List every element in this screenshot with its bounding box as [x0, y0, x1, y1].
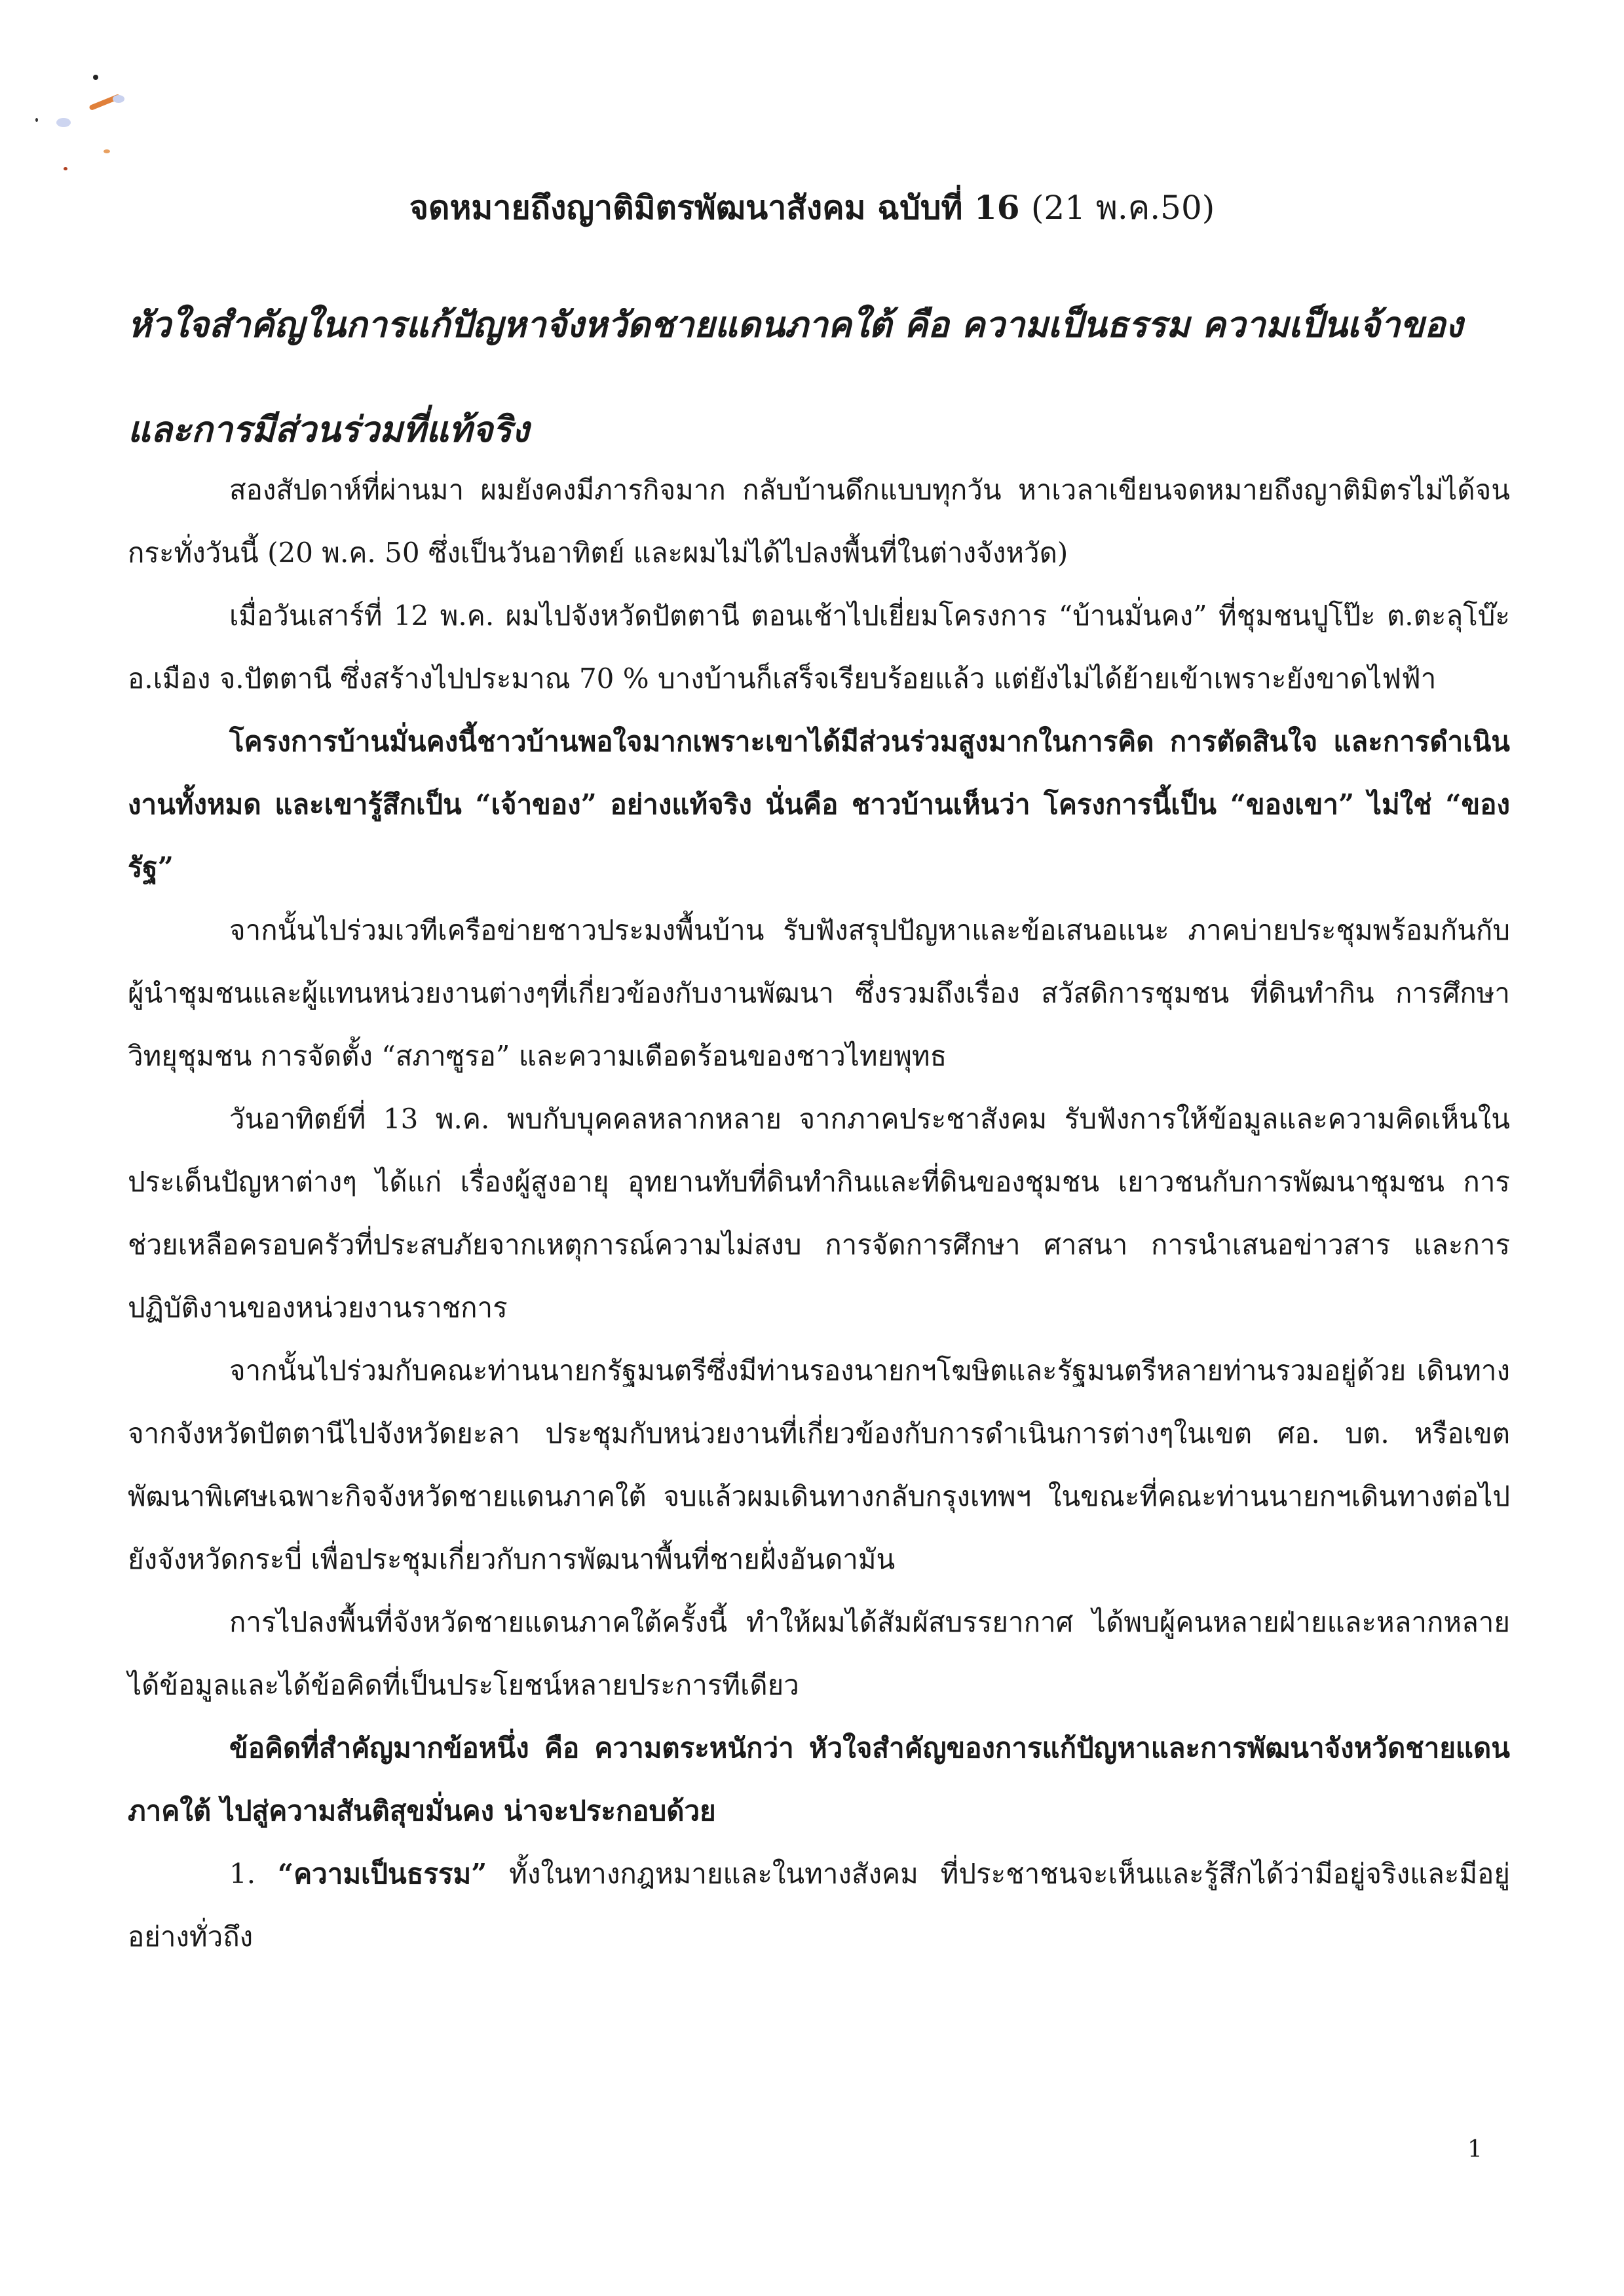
paragraph-intro: สองสัปดาห์ที่ผ่านมา ผมยังคงมีภารกิจมาก กลับบ้านดึกแบบทุกวัน หาเวลาเขียนจดหมายถึงญาติมิตรไม่ได้จนกระทั่งวันนี้ (20 พ.ค. 50 ซึ่งเป็นวันอาทิตย์ และผมไม่ได้ไปลงพื้นที่ในต่างจังหวัด)	[128, 474, 1510, 569]
letter-subtitle: หัวใจสำคัญในการแก้ปัญหาจังหวัดชายแดนภาคใต้ คือ ความเป็นธรรม ความเป็นเจ้าของ และการมีส่วนร่วมที่แท้จริง	[128, 303, 1463, 450]
list-item-emphasis: “ความเป็นธรรม”	[277, 1858, 487, 1890]
list-item-justice	[128, 1843, 1510, 1968]
paragraph-field-visit-summary: การไปลงพื้นที่จังหวัดชายแดนภาคใต้ครั้งนี้ ทำให้ผมได้สัมผัสบรรยากาศ ได้พบผู้คนหลายฝ่ายและหลากหลาย ได้ข้อมูลและได้ข้อคิดที่เป็นประโยชน์หลายประการทีเดียว	[128, 1606, 1510, 1701]
list-item-number: 1.	[229, 1858, 256, 1890]
letter-title-date: (21 พ.ค.50)	[1030, 189, 1215, 227]
letter-body	[128, 459, 1510, 1968]
letter-title-main: จดหมายถึงญาติมิตรพัฒนาสังคม ฉบับที่ 16	[409, 188, 1020, 227]
paragraph-baan-mankong: โครงการบ้านมั่นคงนี้ชาวบ้านพอใจมากเพราะเขาได้มีส่วนร่วมสูงมากในการคิด การตัดสินใจ และการดำเนินงานทั้งหมด และเขารู้สึกเป็น “เจ้าของ” อย่างแท้จริง นั่นคือ ชาวบ้านเห็นว่า โครงการนี้เป็น “ของเขา” ไม่ใช่ “ของรัฐ”	[128, 725, 1510, 883]
paragraph-pm-delegation: จากนั้นไปร่วมกับคณะท่านนายกรัฐมนตรีซึ่งมีท่านรองนายกฯโฆษิตและรัฐมนตรีหลายท่านรวมอยู่ด้วย เดินทางจากจังหวัดปัตตานีไปจังหวัดยะลา ประชุมกับหน่วยงานที่เกี่ยวข้องกับการดำเนินการต่างๆในเขต ศอ. บต. หรือเขตพัฒนาพิเศษเฉพาะกิจจังหวัดชายแดนภาคใต้ จบแล้วผมเดินทางกลับกรุงเทพฯ ในขณะที่คณะท่านนายกฯเดินทางต่อไปยังจังหวัดกระบี่ เพื่อประชุมเกี่ยวกับการพัฒนาพื้นที่ชายฝั่งอันดามัน	[128, 1354, 1510, 1575]
page-number: 1	[1467, 2136, 1482, 2163]
list-item-text: ทั้งในทางกฎหมายและในทางสังคม ที่ประชาชนจะเห็นและรู้สึกได้ว่ามีอยู่จริงและมีอยู่อย่างทั่วถึง	[128, 1858, 1510, 1953]
letter-title	[0, 182, 1624, 234]
paragraph-pattani-visit: เมื่อวันเสาร์ที่ 12 พ.ค. ผมไปจังหวัดปัตตานี ตอนเช้าไปเยี่ยมโครงการ “บ้านมั่นคง” ที่ชุมชนปูโป๊ะ ต.ตะลุโบ๊ะ อ.เมือง จ.ปัตตานี ซึ่งสร้างไปประมาณ 70 % บางบ้านก็เสร็จเรียบร้อยแล้ว แต่ยังไม่ได้ย้ายเข้าเพราะยังขาดไฟฟ้า	[128, 600, 1510, 695]
paragraph-sunday-meeting: วันอาทิตย์ที่ 13 พ.ค. พบกับบุคคลหลากหลาย จากภาคประชาสังคม รับฟังการให้ข้อมูลและความคิดเห็นในประเด็นปัญหาต่างๆ ได้แก่ เรื่องผู้สูงอายุ อุทยานทับที่ดินทำกินและที่ดินของชุมชน เยาวชนกับการพัฒนาชุมชน การช่วยเหลือครอบครัวที่ประสบภัยจากเหตุการณ์ความไม่สงบ การจัดการศึกษา ศาสนา การนำเสนอข่าวสาร และการปฏิบัติงานของหน่วยงานราชการ	[128, 1103, 1510, 1324]
paragraph-fisher-network: จากนั้นไปร่วมเวทีเครือข่ายชาวประมงพื้นบ้าน รับฟังสรุปปัญหาและข้อเสนอแนะ ภาคบ่ายประชุมพร้อมกันกับผู้นำชุมชนและผู้แทนหน่วยงานต่างๆที่เกี่ยวข้องกับงานพัฒนา ซึ่งรวมถึงเรื่อง สวัสดิการชุมชน ที่ดินทำกิน การศึกษา วิทยุชุมชน การจัดตั้ง “สภาซูรอ” และความเดือดร้อนของชาวไทยพุทธ	[128, 914, 1510, 1072]
scan-artifact-marks	[0, 39, 164, 183]
paragraph-key-insight: ข้อคิดที่สำคัญมากข้อหนึ่ง คือ ความตระหนักว่า หัวใจสำคัญของการแก้ปัญหาและการพัฒนาจังหวัดชายแดนภาคใต้ ไปสู่ความสันติสุขมั่นคง น่าจะประกอบด้วย	[128, 1732, 1510, 1827]
